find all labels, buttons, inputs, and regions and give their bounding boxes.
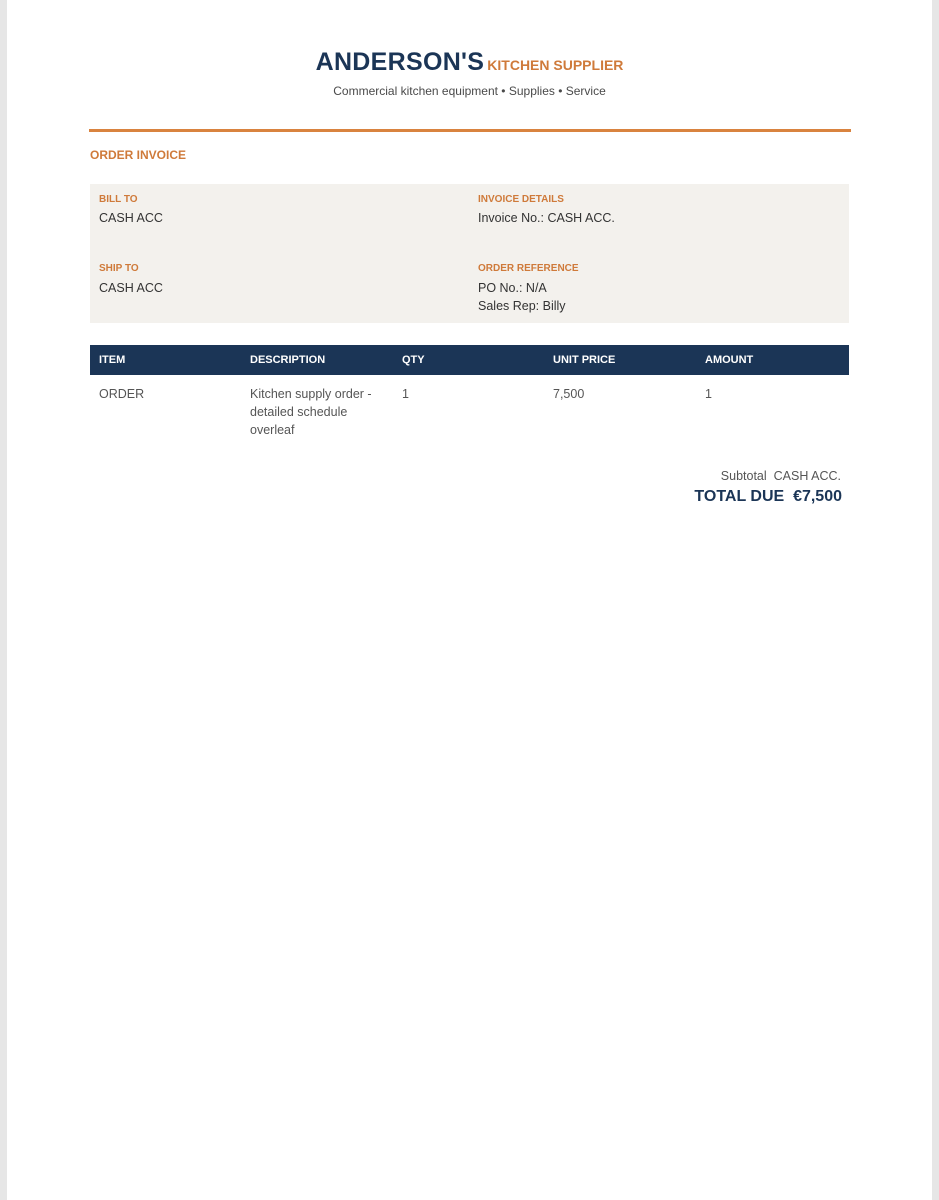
ship-to-value: CASH ACC xyxy=(99,281,163,295)
cell-qty: 1 xyxy=(402,387,409,401)
column-header-item: ITEM xyxy=(99,354,126,366)
ship-to-label: SHIP TO xyxy=(99,263,139,274)
brand-name: ANDERSON'S xyxy=(315,48,485,76)
table-header xyxy=(90,345,849,375)
column-header-unit-price: UNIT PRICE xyxy=(553,354,616,366)
column-header-qty: QTY xyxy=(402,354,425,366)
column-header-amount: AMOUNT xyxy=(705,354,754,366)
bill-to-value: CASH ACC xyxy=(99,211,163,225)
invoice-page xyxy=(7,0,932,1200)
header-divider xyxy=(89,129,851,132)
document-title: ORDER INVOICE xyxy=(90,148,187,162)
po-number: PO No.: N/A xyxy=(478,281,547,295)
invoice-number: Invoice No.: CASH ACC. xyxy=(478,211,615,225)
brand-subtitle: KITCHEN SUPPLIER xyxy=(487,57,624,73)
info-panel xyxy=(90,184,849,323)
description-line: Kitchen supply order - xyxy=(250,387,372,401)
sales-rep: Sales Rep: Billy xyxy=(478,299,566,313)
cell-unit-price: 7,500 xyxy=(553,387,585,401)
description-line: detailed schedule xyxy=(250,405,348,419)
column-header-description: DESCRIPTION xyxy=(250,354,326,366)
brand-header xyxy=(0,48,939,77)
invoice-details-label: INVOICE DETAILS xyxy=(478,194,564,205)
subtotal: Subtotal CASH ACC. xyxy=(720,469,841,483)
description-line: overleaf xyxy=(250,423,295,437)
cell-item: ORDER xyxy=(99,387,145,401)
cell-amount: 1 xyxy=(705,387,712,401)
brand-tagline: Commercial kitchen equipment • Supplies • Service xyxy=(333,84,606,98)
bill-to-label: BILL TO xyxy=(99,194,138,205)
order-reference-label: ORDER REFERENCE xyxy=(478,263,579,274)
total-due: TOTAL DUE €7,500 xyxy=(694,488,842,505)
cell-description xyxy=(250,385,372,439)
